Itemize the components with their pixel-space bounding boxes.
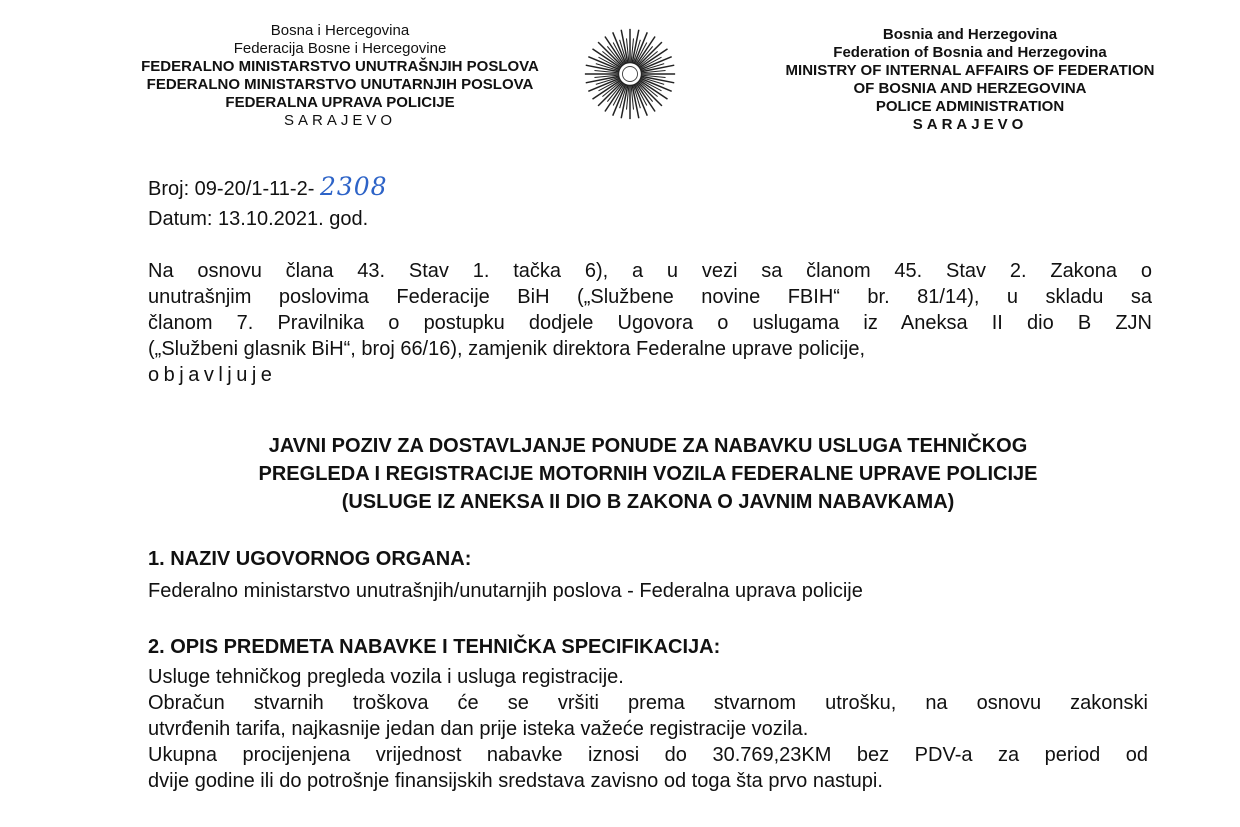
document-reference [148,172,388,234]
header-right-administration: POLICE ADMINISTRATION [875,98,1065,115]
header-right-country: Bosnia and Herzegovina [882,26,1058,43]
header-left-administration: FEDERALNA UPRAVA POLICIJE [225,94,455,111]
document-title [148,432,1148,516]
section-2-text [148,664,1148,794]
header-left-city: SARAJEVO [283,112,397,129]
header-left-country: Bosna i Hercegovina [270,22,410,39]
header-left-ministry-1: FEDERALNO MINISTARSTVO UNUTRAŠNJIH POSLOVA [141,58,539,75]
reference-number-label: Broj: 09-20/1-11-2- [148,178,315,200]
header-left-ministry-2: FEDERALNO MINISTARSTVO UNUTARNJIH POSLOVA [146,76,534,93]
section-1-line: Federalno ministarstvo unutrašnjih/unutarnjih poslova - Federalna uprava policije [148,580,863,602]
intro-line: unutrašnjim poslovima Federacije BiH („Službene novine FBIH“ br. 81/14), u skladu sa [148,286,1152,308]
section-1-heading: 1. NAZIV UGOVORNOG ORGANA: [148,548,472,570]
intro-objavljuje: objavljuje [148,364,277,386]
title-line: JAVNI POZIV ZA DOSTAVLJANJE PONUDE ZA NABAVKU USLUGA TEHNIČKOG [268,435,1028,457]
reference-number [148,172,388,204]
intro-line: Na osnovu člana 43. Stav 1. tačka 6), a u vezi sa članom 45. Stav 2. Zakona o [148,260,1152,282]
header-right [760,26,1180,134]
header-left [105,22,575,130]
header-right-ministry-2: OF BOSNIA AND HERZEGOVINA [853,80,1087,97]
section-2-line: utvrđenih tarifa, najkasnije jedan dan prije isteka važeće registracije vozila. [148,718,809,740]
section-2-heading: 2. OPIS PREDMETA NABAVKE I TEHNIČKA SPECIFIKACIJA: [148,636,721,658]
title-line: PREGLEDA I REGISTRACIJE MOTORNIH VOZILA FEDERALNE UPRAVE POLICIJE [258,463,1038,485]
section-2-line: Usluge tehničkog pregleda vozila i usluga registracije. [148,666,624,688]
police-star-emblem-icon [583,27,677,121]
section-2-line: dvije godine ili do potrošnje finansijskih sredstava zavisno od toga šta prvo nastupi. [148,770,883,792]
intro-line: članom 7. Pravilnika o postupku dodjele Ugovora o uslugama iz Aneksa II dio B ZJN [148,312,1152,334]
intro-line: („Službeni glasnik BiH“, broj 66/16), zamjenik direktora Federalne uprave policije, [148,338,866,360]
header-right-federation: Federation of Bosnia and Herzegovina [833,44,1107,61]
header-right-ministry-1: MINISTRY OF INTERNAL AFFAIRS OF FEDERATION [785,62,1155,79]
document-date: Datum: 13.10.2021. god. [148,208,369,230]
header-right-city: SARAJEVO [912,116,1028,133]
section-2-line: Obračun stvarnih troškova će se vršiti prema stvarnom utrošku, na osnovu zakonski [148,692,1148,714]
handwritten-number: 2308 [319,172,388,201]
header-left-federation: Federacija Bosne i Hercegovine [233,40,447,57]
section-1-text [148,578,1148,604]
intro-paragraph [148,258,1152,388]
title-line: (USLUGE IZ ANEKSA II DIO B ZAKONA O JAVNIM NABAVKAMA) [341,491,955,513]
section-2-line: Ukupna procijenjena vrijednost nabavke iznosi do 30.769,23KM bez PDV-a za period od [148,744,1148,766]
